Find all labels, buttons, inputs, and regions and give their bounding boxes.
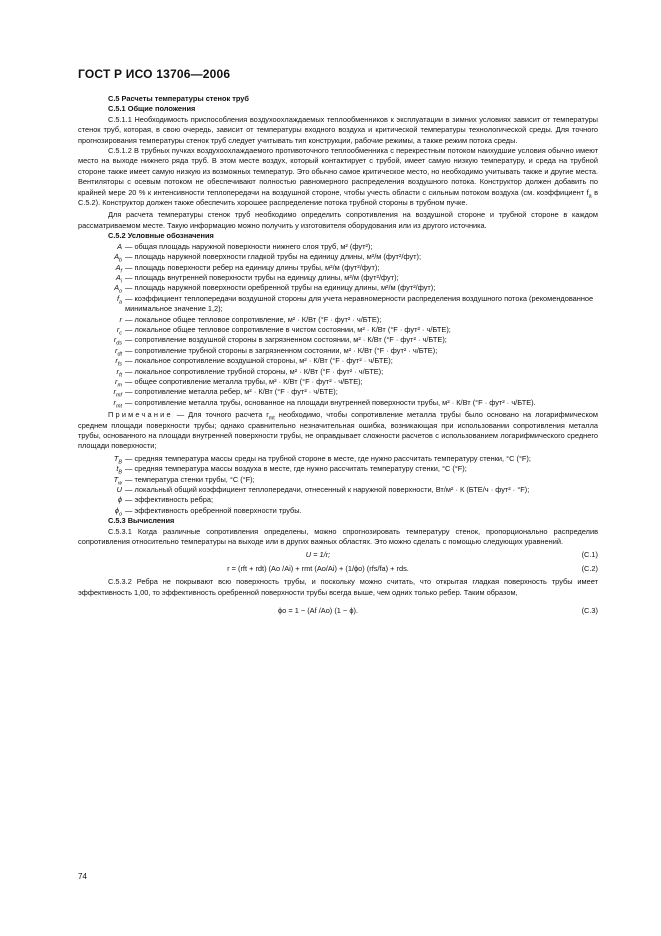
note-label: Примечание: [108, 410, 173, 420]
equation-c1-body: U = 1/r;: [305, 550, 331, 560]
symbol-description: — сопротивление воздушной стороны в загрязненном состоянии, м² · К/Вт (°F · фут² · ч/БТЕ);: [125, 335, 447, 345]
symbol-row: [78, 294, 598, 315]
symbol-char: r: [113, 397, 116, 407]
symbol-char: ϕ: [117, 495, 122, 505]
symbol-letter: [102, 242, 122, 252]
symbol-letter: [102, 367, 122, 377]
symbol-subscript: B: [118, 459, 122, 466]
paragraph-c512-sub: a: [588, 193, 592, 200]
symbol-subscript: i: [120, 278, 122, 285]
symbol-row: [78, 252, 598, 262]
symbol-row: [78, 454, 598, 464]
symbol-letter: [102, 294, 122, 315]
note-paragraph: [78, 410, 598, 452]
standard-header: ГОСТ Р ИСО 13706—2006: [78, 67, 231, 81]
symbol-char: A: [114, 283, 119, 293]
document-body: [78, 94, 598, 620]
subsection-heading-symbols: С.5.2 Условные обозначения: [108, 231, 214, 241]
symbol-subscript: w: [118, 480, 122, 487]
symbol-char: f: [116, 293, 119, 303]
symbol-row: [78, 475, 598, 485]
symbol-subscript: dt: [117, 351, 122, 358]
symbol-row: [78, 356, 598, 366]
symbol-subscript: fs: [117, 361, 122, 368]
symbol-row: [78, 495, 598, 505]
note-sub: mt: [268, 415, 275, 422]
equation-c2-number: (C.2): [581, 563, 598, 573]
symbol-description: — площадь наружной поверхности оребренной трубы на единицу длины, м²/м (фут²/фут);: [125, 283, 436, 293]
symbol-subscript: ft: [119, 372, 122, 379]
symbol-letter: [102, 387, 122, 397]
paragraph-c512-tail: в С.5.2). Конструктор должен также обеспечить хорошее распределение потока трубной стороны в трубном пучке.: [78, 187, 598, 208]
symbol-letter: [102, 325, 122, 335]
symbol-row: [78, 315, 598, 325]
symbol-letter: [102, 315, 122, 325]
symbol-letter: [102, 252, 122, 262]
symbol-description: — эффективность оребренной поверхности трубы.: [125, 505, 302, 515]
symbol-row: [78, 387, 598, 397]
symbol-subscript: o: [119, 511, 122, 518]
symbol-description: — локальное общее тепловое сопротивление в чистом состоянии, м² · К/Вт (°F · фут² · ч/БТЕ);: [125, 324, 451, 334]
symbol-row: [78, 506, 598, 516]
symbol-subscript: mt: [116, 403, 122, 410]
symbol-row: [78, 346, 598, 356]
symbol-char: t: [116, 464, 119, 474]
equation-c2: [78, 564, 598, 574]
symbol-char: A: [115, 262, 121, 272]
symbol-description: — температура стенки трубы, °C (°F);: [125, 474, 255, 484]
paragraph-c531: С.5.3.1 Когда различные сопротивления определены, можно спрогнозировать температуру стенок, пропорционально распределив сопротивления относительно температуры на выходе или в других важных областях. Это можно сделать с помощью следующих уравнений.: [78, 526, 598, 547]
symbol-letter: [102, 454, 122, 464]
symbol-letter: [102, 475, 122, 485]
equation-c1: [78, 550, 598, 560]
symbol-letter: [102, 377, 122, 387]
symbol-row: [78, 377, 598, 387]
equation-c2-body: r = (rft + rdt) (Ao /Ai) + rmt (Ao/Ai) + (1/ϕo) (rfs/fa) + rds.: [227, 563, 409, 573]
note-tail: необходимо, чтобы сопротивление металла трубы было основано на логарифмическом среднем площади поверхности трубы; однако сравнительно незначительная ошибка, возникающая при использовании сопротивления металла трубы, основанного на площади внутренней поверхности трубы, не оправдывает сложности расчетов с использованием логарифмического среднего площади поверхности;: [78, 410, 598, 451]
symbol-char: r: [115, 356, 118, 366]
symbol-letter: [102, 485, 122, 495]
symbol-description: — сопротивление металла трубы, основанное на площади внутренней поверхности трубы, м² · К/Вт (°F · фут² · ч/БТЕ).: [125, 397, 536, 407]
symbol-description: — эффективность ребра;: [125, 495, 214, 505]
symbol-description: — сопротивление металла ребер, м² · К/Вт (°F · фут² · ч/БТЕ);: [125, 387, 338, 397]
symbols-list-2: [78, 454, 598, 516]
symbol-description: — коэффициент теплопередачи воздушной стороны для учета неравномерности распределения воздушного потока (рекомендованное минимальное значение 1,2);: [125, 293, 594, 314]
symbol-subscript: mf: [116, 392, 122, 399]
symbol-row: [78, 325, 598, 335]
symbol-row: [78, 273, 598, 283]
symbol-subscript: f: [120, 267, 122, 274]
symbol-subscript: m: [117, 382, 122, 389]
section-heading: С.5 Расчеты температуры стенок труб: [108, 94, 249, 103]
symbol-char: r: [113, 335, 117, 345]
symbol-description: — локальное сопротивление воздушной стороны, м² · К/Вт (°F · фут² · ч/БТЕ);: [125, 356, 393, 366]
subsection-heading-calculations: С.5.3 Вычисления: [108, 516, 175, 526]
symbol-letter: [102, 506, 122, 516]
symbol-char: r: [116, 324, 120, 334]
page-number: 74: [78, 872, 87, 881]
symbol-letter: [102, 346, 122, 356]
symbol-char: A: [114, 252, 119, 262]
subsection-heading-general: С.5.1 Общие положения: [108, 104, 196, 114]
symbol-row: [78, 464, 598, 474]
symbol-row: [78, 398, 598, 408]
symbol-letter: [102, 263, 122, 273]
symbol-char: T: [113, 453, 119, 463]
equation-c1-number: (C.1): [581, 550, 598, 560]
symbol-row: [78, 485, 598, 495]
symbol-char: r: [119, 314, 122, 324]
symbol-char: T: [113, 474, 119, 484]
symbol-char: A: [115, 272, 121, 282]
symbol-description: — средняя температура массы среды на трубной стороне в месте, где нужно рассчитать температуру стенки, °C (°F);: [125, 453, 531, 463]
symbol-description: — площадь наружной поверхности гладкой трубы на единицу длины, м²/м (фут²/фут);: [125, 252, 422, 262]
symbol-row: [78, 335, 598, 345]
paragraph-c512-text: С.5.1.2 В трубных пучках воздухоохлаждаемого противоточного теплообменника с перекрестным потоком наихудшие условия обычно имеют место на выходе нижнего ряда труб. В этом месте воздух, который контактирует с трубой, имеет самую низкую температуру, и среда на трубной стороне также имеет самую низкую из возможных температур. Это обычно самое критическое место, но необходимо учитывать также и другие места. Вентиляторы с осевым потоком не обеспечивают полностью равномерного распределения воздушного потока. Конструктор должен добавить по крайней мере 20 % к интенсивности теплопередачи на воздушной стороне, чтобы учесть области с сильным потоком воздуха (см. коэффициент f: [78, 146, 598, 197]
note-text: — Для точного расчета r: [172, 410, 269, 420]
symbol-subscript: B: [118, 469, 122, 476]
symbol-letter: [102, 398, 122, 408]
paragraph-c512: [78, 146, 598, 208]
symbol-char: r: [116, 366, 119, 376]
symbol-description: — общая площадь наружной поверхности нижнего слоя труб, м² (фут²);: [125, 241, 373, 251]
equation-c3-body: ϕo = 1 − (Af /Ao) (1 − ϕ).: [278, 606, 358, 616]
symbol-row: [78, 283, 598, 293]
symbol-char: A: [117, 241, 122, 251]
symbol-letter: [102, 464, 122, 474]
symbol-description: — сопротивление трубной стороны в загрязненном состоянии, м² · К/Вт (°F · фут² · ч/БТЕ);: [125, 345, 438, 355]
symbol-subscript: a: [119, 299, 122, 306]
symbol-char: r: [113, 387, 116, 397]
symbol-description: — локальное сопротивление трубной стороны, м² · К/Вт (°F · фут² · ч/БТЕ);: [125, 366, 384, 376]
equation-c3: [78, 606, 598, 616]
paragraph-c511: С.5.1.1 Необходимость приспособления воздухоохлаждаемых теплообменников к эксплуатации в зимних условиях зависит от температуры стенок труб, которая, в свою очередь, зависит от температуры входного воздуха и критической температуры технологической среды. Для точного прогнозирования температуры стенок труб следует учитывать тип конструкции, рабочие режимы, а также режим потока среды.: [78, 114, 598, 145]
paragraph-resistances: Для расчета температуры стенок труб необходимо определить сопротивления на воздушной стороне и трубной стороне в каждом рассматриваемом месте. Такую информацию можно получить у изготовителя оборудования или из другого источника.: [78, 210, 598, 230]
symbol-char: ϕ: [114, 505, 119, 515]
symbol-char: U: [116, 485, 122, 495]
symbol-char: r: [115, 345, 118, 355]
symbol-description: — общее сопротивление металла трубы, м² · К/Вт (°F · фут² · ч/БТЕ);: [125, 376, 363, 386]
symbol-row: [78, 263, 598, 273]
symbol-subscript: o: [119, 288, 122, 295]
equation-c3-number: (C.3): [581, 606, 598, 616]
symbol-row: [78, 367, 598, 377]
symbol-row: [78, 242, 598, 252]
symbol-description: — локальный общий коэффициент теплопередачи, отнесенный к наружной поверхности, Вт/м² · К (БТЕ/ч · фут² · °F);: [125, 485, 530, 495]
symbol-description: — средняя температура массы воздуха в месте, где нужно рассчитать температуру стенки, °C (°F);: [125, 464, 467, 474]
paragraph-c532: С.5.3.2 Ребра не покрывают всю поверхность трубы, и поскольку можно считать, что открытая гладкая поверхность трубы имеет эффективность 1,00, то эффективность оребренной поверхности трубы всегда выше, чем одних только ребер. Таким образом,: [78, 577, 598, 597]
symbol-subscript: c: [119, 330, 122, 337]
symbol-subscript: b: [119, 257, 122, 264]
symbol-description: — площадь внутренней поверхности трубы на единицу длины, м²/м (фут²/фут);: [125, 272, 399, 282]
symbol-letter: [102, 335, 122, 345]
symbol-letter: [102, 356, 122, 366]
symbol-letter: [102, 273, 122, 283]
symbols-list: [78, 242, 598, 409]
symbol-letter: [102, 283, 122, 293]
symbol-description: — локальное общее тепловое сопротивление, м² · К/Вт (°F · фут² · ч/БТЕ);: [125, 314, 382, 324]
symbol-subscript: ds: [116, 340, 122, 347]
symbol-letter: [102, 495, 122, 505]
symbol-char: r: [115, 376, 118, 386]
symbol-description: — площадь поверхности ребер на единицу длины трубы, м²/м (фут²/фут);: [125, 262, 380, 272]
